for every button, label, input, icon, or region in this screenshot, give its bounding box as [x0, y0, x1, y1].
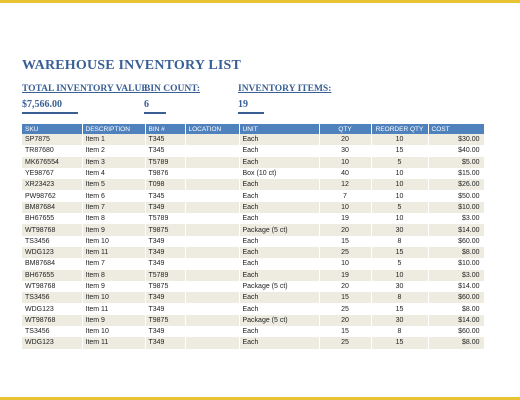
unit-cell[interactable]: Each [239, 179, 319, 190]
reorder-qty-cell[interactable]: 5 [371, 202, 428, 213]
bin-cell[interactable]: T098 [145, 179, 185, 190]
table-row [22, 179, 484, 190]
table-row [22, 236, 484, 247]
cost-cell[interactable]: $8.00 [428, 337, 484, 348]
column-header-qty[interactable]: QTY [319, 124, 371, 134]
reorder-qty-cell[interactable]: 10 [371, 270, 428, 281]
location-cell[interactable] [185, 303, 239, 314]
reorder-qty-cell[interactable]: 15 [371, 303, 428, 314]
bin-cell[interactable]: T9875 [145, 281, 185, 292]
unit-cell[interactable]: Each [239, 247, 319, 258]
description-cell[interactable]: Item 2 [82, 145, 145, 156]
bin-cell[interactable]: T349 [145, 258, 185, 269]
unit-cell[interactable]: Each [239, 236, 319, 247]
reorder-qty-cell[interactable]: 15 [371, 337, 428, 348]
page-title: WAREHOUSE INVENTORY LIST [22, 58, 242, 73]
qty-cell[interactable]: 25 [319, 337, 371, 348]
cost-cell[interactable]: $40.00 [428, 145, 484, 156]
location-cell[interactable] [185, 134, 239, 145]
location-cell[interactable] [185, 315, 239, 326]
cost-cell[interactable]: $14.00 [428, 315, 484, 326]
top-border [0, 0, 520, 3]
table-row [22, 292, 484, 303]
reorder-qty-cell[interactable]: 30 [371, 281, 428, 292]
sku-cell[interactable]: TS3456 [22, 326, 82, 337]
qty-cell[interactable]: 19 [319, 270, 371, 281]
sku-cell[interactable]: SP7875 [22, 134, 82, 145]
table-row [22, 315, 484, 326]
description-cell[interactable]: Item 1 [82, 134, 145, 145]
location-cell[interactable] [185, 190, 239, 201]
reorder-qty-cell[interactable]: 5 [371, 258, 428, 269]
bin-cell[interactable]: T9875 [145, 224, 185, 235]
sku-cell[interactable]: WDG123 [22, 247, 82, 258]
location-cell[interactable] [185, 258, 239, 269]
column-header-unit[interactable]: UNIT [239, 124, 319, 134]
unit-cell[interactable]: Box (10 ct) [239, 168, 319, 179]
table-row [22, 134, 484, 145]
description-cell[interactable]: Item 3 [82, 157, 145, 168]
sku-cell[interactable]: WDG123 [22, 303, 82, 314]
reorder-qty-cell[interactable]: 15 [371, 247, 428, 258]
bin-cell[interactable]: T345 [145, 190, 185, 201]
description-cell[interactable]: Item 10 [82, 236, 145, 247]
description-cell[interactable]: Item 6 [82, 190, 145, 201]
unit-cell[interactable]: Each [239, 270, 319, 281]
description-cell[interactable]: Item 9 [82, 315, 145, 326]
bin-cell[interactable]: T9876 [145, 168, 185, 179]
table-row [22, 303, 484, 314]
location-cell[interactable] [185, 236, 239, 247]
location-cell[interactable] [185, 224, 239, 235]
qty-cell[interactable]: 20 [319, 224, 371, 235]
sku-cell[interactable]: WT98768 [22, 315, 82, 326]
sku-cell[interactable]: MK676554 [22, 157, 82, 168]
description-cell[interactable]: Item 9 [82, 224, 145, 235]
column-header-bin[interactable]: BIN # [145, 124, 185, 134]
description-cell[interactable]: Item 8 [82, 213, 145, 224]
table-row [22, 168, 484, 179]
bin-cell[interactable]: T349 [145, 326, 185, 337]
bin-cell[interactable]: T9875 [145, 315, 185, 326]
unit-cell[interactable]: Each [239, 202, 319, 213]
table-row [22, 270, 484, 281]
unit-cell[interactable]: Each [239, 258, 319, 269]
table-body [22, 134, 484, 349]
bin-cell[interactable]: T349 [145, 303, 185, 314]
cost-cell[interactable]: $10.00 [428, 202, 484, 213]
cost-cell[interactable]: $60.00 [428, 326, 484, 337]
sku-cell[interactable]: XR23423 [22, 179, 82, 190]
location-cell[interactable] [185, 168, 239, 179]
table-row [22, 247, 484, 258]
location-cell[interactable] [185, 145, 239, 156]
qty-cell[interactable]: 15 [319, 326, 371, 337]
location-cell[interactable] [185, 179, 239, 190]
sku-cell[interactable]: WDG123 [22, 337, 82, 348]
inventory-table [22, 124, 485, 349]
column-header-location[interactable]: LOCATION [185, 124, 239, 134]
unit-cell[interactable]: Package (5 ct) [239, 224, 319, 235]
qty-cell[interactable]: 12 [319, 179, 371, 190]
table-row [22, 190, 484, 201]
description-cell[interactable]: Item 9 [82, 281, 145, 292]
description-cell[interactable]: Item 7 [82, 258, 145, 269]
table-row [22, 281, 484, 292]
location-cell[interactable] [185, 281, 239, 292]
sku-cell[interactable]: TS3456 [22, 236, 82, 247]
cost-cell[interactable]: $60.00 [428, 292, 484, 303]
sku-cell[interactable]: BM87684 [22, 258, 82, 269]
bin-cell[interactable]: T349 [145, 247, 185, 258]
reorder-qty-cell[interactable]: 5 [371, 157, 428, 168]
description-cell[interactable]: Item 11 [82, 303, 145, 314]
cost-cell[interactable]: $14.00 [428, 224, 484, 235]
cost-cell[interactable]: $10.00 [428, 258, 484, 269]
reorder-qty-cell[interactable]: 10 [371, 179, 428, 190]
qty-cell[interactable]: 25 [319, 303, 371, 314]
reorder-qty-cell[interactable]: 8 [371, 292, 428, 303]
table-row [22, 258, 484, 269]
table-row [22, 326, 484, 337]
cost-cell[interactable]: $3.00 [428, 270, 484, 281]
total-value[interactable]: $7,566.00 [22, 98, 78, 114]
bin-cell[interactable]: T349 [145, 292, 185, 303]
location-cell[interactable] [185, 202, 239, 213]
sku-cell[interactable]: TR87680 [22, 145, 82, 156]
description-cell[interactable]: Item 10 [82, 292, 145, 303]
unit-cell[interactable]: Each [239, 134, 319, 145]
total-value-label: TOTAL INVENTORY VALUE [22, 84, 148, 94]
reorder-qty-cell[interactable]: 8 [371, 236, 428, 247]
column-header-cost[interactable]: COST [428, 124, 484, 134]
description-cell[interactable]: Item 5 [82, 179, 145, 190]
inventory-items-value[interactable]: 19 [238, 98, 264, 114]
table-row [22, 224, 484, 235]
location-cell[interactable] [185, 270, 239, 281]
reorder-qty-cell[interactable]: 30 [371, 315, 428, 326]
reorder-qty-cell[interactable]: 10 [371, 213, 428, 224]
unit-cell[interactable]: Each [239, 213, 319, 224]
sku-cell[interactable]: PW98762 [22, 190, 82, 201]
location-cell[interactable] [185, 292, 239, 303]
description-cell[interactable]: Item 8 [82, 270, 145, 281]
location-cell[interactable] [185, 337, 239, 348]
table-row [22, 145, 484, 156]
column-header-description[interactable]: DESCRIPTION [82, 124, 145, 134]
unit-cell[interactable]: Each [239, 337, 319, 348]
description-cell[interactable]: Item 10 [82, 326, 145, 337]
qty-cell[interactable]: 40 [319, 168, 371, 179]
qty-cell[interactable]: 20 [319, 315, 371, 326]
unit-cell[interactable]: Each [239, 145, 319, 156]
sku-cell[interactable]: WT98768 [22, 281, 82, 292]
qty-cell[interactable]: 15 [319, 236, 371, 247]
unit-cell[interactable]: Each [239, 190, 319, 201]
bin-cell[interactable]: T349 [145, 236, 185, 247]
cost-cell[interactable]: $5.00 [428, 157, 484, 168]
header-row [22, 124, 484, 134]
unit-cell[interactable]: Package (5 ct) [239, 315, 319, 326]
location-cell[interactable] [185, 326, 239, 337]
reorder-qty-cell[interactable]: 30 [371, 224, 428, 235]
qty-cell[interactable]: 19 [319, 213, 371, 224]
qty-cell[interactable]: 10 [319, 157, 371, 168]
bin-cell[interactable]: T5789 [145, 157, 185, 168]
table-row [22, 213, 484, 224]
bin-count-value[interactable]: 6 [144, 98, 166, 114]
reorder-qty-cell[interactable]: 10 [371, 168, 428, 179]
table-row [22, 202, 484, 213]
qty-cell[interactable]: 25 [319, 247, 371, 258]
qty-cell[interactable]: 10 [319, 202, 371, 213]
qty-cell[interactable]: 7 [319, 190, 371, 201]
description-cell[interactable]: Item 11 [82, 337, 145, 348]
description-cell[interactable]: Item 11 [82, 247, 145, 258]
reorder-qty-cell[interactable]: 10 [371, 190, 428, 201]
sku-cell[interactable]: YE98767 [22, 168, 82, 179]
bin-cell[interactable]: T345 [145, 134, 185, 145]
sku-cell[interactable]: TS3456 [22, 292, 82, 303]
cost-cell[interactable]: $14.00 [428, 281, 484, 292]
table-row [22, 337, 484, 348]
location-cell[interactable] [185, 157, 239, 168]
bin-cell[interactable]: T5789 [145, 213, 185, 224]
bin-count-label: BIN COUNT: [144, 84, 201, 94]
column-header-reorder-qty[interactable]: REORDER QTY [371, 124, 428, 134]
bin-cell[interactable]: T349 [145, 337, 185, 348]
cost-cell[interactable]: $15.00 [428, 168, 484, 179]
location-cell[interactable] [185, 247, 239, 258]
cost-cell[interactable]: $60.00 [428, 236, 484, 247]
unit-cell[interactable]: Each [239, 292, 319, 303]
unit-cell[interactable]: Package (5 ct) [239, 281, 319, 292]
reorder-qty-cell[interactable]: 8 [371, 326, 428, 337]
bin-cell[interactable]: T349 [145, 202, 185, 213]
cost-cell[interactable]: $26.00 [428, 179, 484, 190]
cost-cell[interactable]: $3.00 [428, 213, 484, 224]
description-cell[interactable]: Item 7 [82, 202, 145, 213]
cost-cell[interactable]: $8.00 [428, 303, 484, 314]
qty-cell[interactable]: 20 [319, 134, 371, 145]
inventory-items-label: INVENTORY ITEMS: [238, 84, 332, 94]
description-cell[interactable]: Item 4 [82, 168, 145, 179]
sku-cell[interactable]: BH67655 [22, 270, 82, 281]
cost-cell[interactable]: $50.00 [428, 190, 484, 201]
qty-cell[interactable]: 10 [319, 258, 371, 269]
sku-cell[interactable]: BM87684 [22, 202, 82, 213]
cost-cell[interactable]: $30.00 [428, 134, 484, 145]
reorder-qty-cell[interactable]: 10 [371, 134, 428, 145]
sku-cell[interactable]: BH67655 [22, 213, 82, 224]
unit-cell[interactable]: Each [239, 303, 319, 314]
unit-cell[interactable]: Each [239, 326, 319, 337]
cost-cell[interactable]: $8.00 [428, 247, 484, 258]
location-cell[interactable] [185, 213, 239, 224]
qty-cell[interactable]: 15 [319, 292, 371, 303]
unit-cell[interactable]: Each [239, 157, 319, 168]
qty-cell[interactable]: 30 [319, 145, 371, 156]
reorder-qty-cell[interactable]: 15 [371, 145, 428, 156]
table-row [22, 157, 484, 168]
column-header-sku[interactable]: SKU [22, 124, 82, 134]
qty-cell[interactable]: 20 [319, 281, 371, 292]
bin-cell[interactable]: T5789 [145, 270, 185, 281]
sku-cell[interactable]: WT98768 [22, 224, 82, 235]
bin-cell[interactable]: T345 [145, 145, 185, 156]
